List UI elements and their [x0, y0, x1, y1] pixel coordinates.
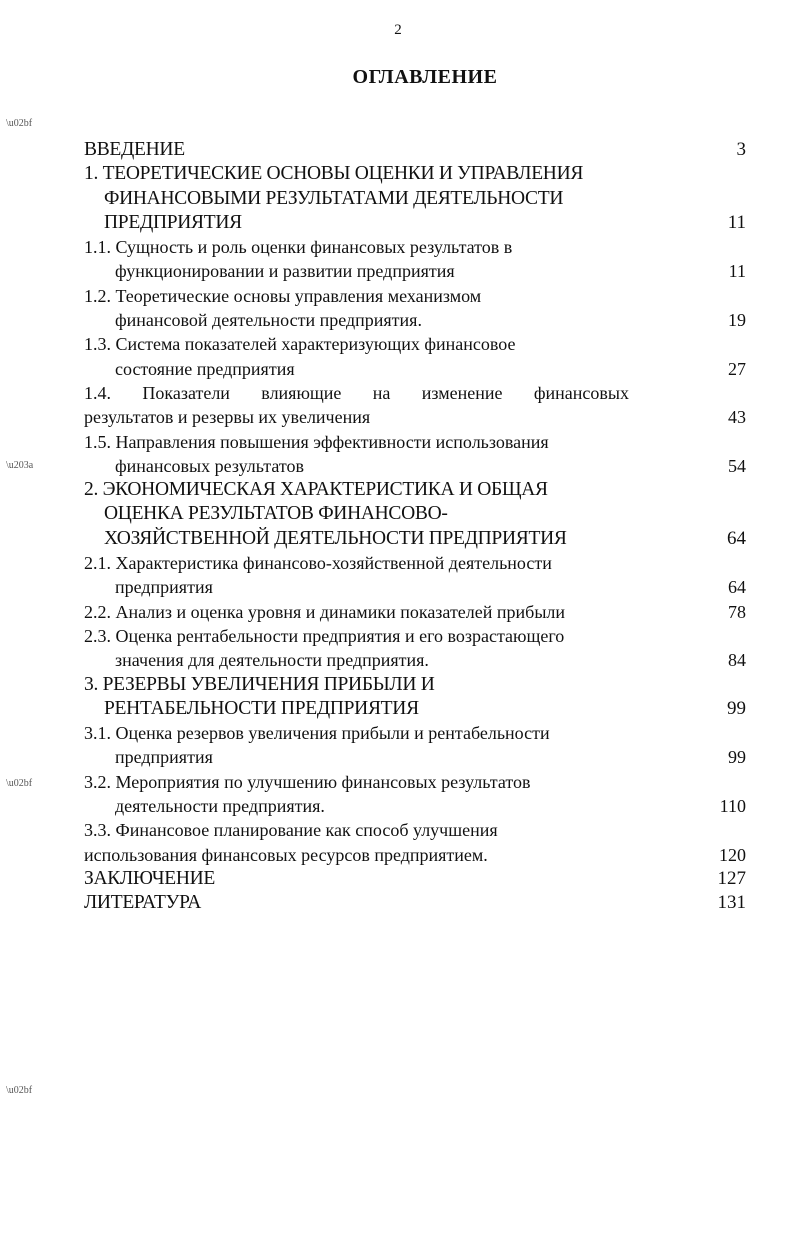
toc-entry-page: 19 — [728, 310, 746, 331]
margin-mark: \u02bf — [6, 118, 33, 129]
toc-entry-page: 120 — [719, 844, 746, 865]
toc-entry-title: предприятия — [115, 577, 213, 598]
toc-entry-introduction[interactable] — [84, 138, 746, 162]
toc-entry-title: результатов и резервы их увеличения — [84, 407, 371, 428]
toc-entry-chapter-3[interactable] — [84, 673, 746, 722]
toc-entry-chapter-1[interactable] — [84, 162, 746, 235]
toc-entry-page: 84 — [728, 650, 746, 671]
toc-entry-title: 1.2. Теоретические основы управления механизмом — [84, 285, 482, 306]
toc-entry-section-1-3[interactable] — [84, 332, 746, 381]
toc-entry-title: ВВЕДЕНИЕ — [84, 139, 185, 160]
toc-entry-section-2-2[interactable] — [84, 600, 746, 624]
toc-entry-literature[interactable] — [84, 891, 746, 915]
toc-entry-title: 2. ЭКОНОМИЧЕСКАЯ ХАРАКТЕРИСТИКА И ОБЩАЯ — [84, 479, 548, 501]
toc-entry-title: 3.2. Мероприятия по улучшению финансовых результатов — [84, 771, 531, 792]
toc-entry-page: 110 — [719, 796, 746, 817]
toc-entry-page: 11 — [728, 261, 746, 282]
toc-entry-title: 3.3. Финансовое планирование как способ улучшения — [84, 820, 498, 841]
toc-entry-section-3-2[interactable] — [84, 770, 746, 819]
toc-entry-section-1-4[interactable] — [84, 381, 746, 430]
toc-entry-title: 2.3. Оценка рентабельности предприятия и его возрастающего — [84, 625, 565, 646]
toc-entry-page: 78 — [728, 601, 746, 622]
toc-entry-title: ЛИТЕРАТУРА — [84, 892, 201, 914]
toc-entry-title: ХОЗЯЙСТВЕННОЙ ДЕЯТЕЛЬНОСТИ ПРЕДПРИЯТИЯ — [104, 527, 567, 549]
toc-entry-page: 43 — [728, 407, 746, 428]
toc-entry-title: финансовой деятельности предприятия. — [115, 310, 422, 331]
toc-entry-page: 64 — [728, 577, 746, 598]
toc-entry-page: 99 — [727, 697, 746, 719]
toc-entry-page: 54 — [728, 455, 746, 476]
margin-mark: \u203a — [6, 460, 34, 471]
toc-entry-title: 1.1. Сущность и роль оценки финансовых результатов в — [84, 237, 513, 258]
toc-entry-page: 127 — [717, 867, 746, 889]
toc-entry-section-2-3[interactable] — [84, 624, 746, 673]
page-number: 2 — [394, 22, 402, 38]
margin-mark: \u02bf — [6, 1085, 33, 1096]
toc-entry-title: 1.5. Направления повышения эффективности использования — [84, 431, 549, 452]
toc-entry-page: 64 — [727, 527, 746, 549]
toc-entry-title: ПРЕДПРИЯТИЯ — [104, 211, 242, 233]
toc-entry-section-1-1[interactable] — [84, 235, 746, 284]
toc-entry-title: 1. ТЕОРЕТИЧЕСКИЕ ОСНОВЫ ОЦЕНКИ И УПРАВЛЕНИЯ — [84, 163, 584, 185]
toc-entry-title: деятельности предприятия. — [115, 796, 325, 817]
toc-entry-page: 99 — [728, 747, 746, 768]
toc-entry-title: состояние предприятия — [115, 358, 295, 379]
toc-entry-title: ЗАКЛЮЧЕНИЕ — [84, 867, 216, 889]
toc-entry-page: 3 — [736, 139, 746, 160]
toc-entry-title: финансовых результатов — [115, 455, 305, 476]
margin-mark: \u02bf — [6, 778, 33, 789]
toc-entry-section-3-3[interactable] — [84, 818, 746, 867]
toc-entry-section-3-1[interactable] — [84, 721, 746, 770]
toc-entry-title: ОЦЕНКА РЕЗУЛЬТАТОВ ФИНАНСОВО- — [104, 503, 448, 525]
toc-entry-title: использования финансовых ресурсов предприятием. — [84, 844, 488, 865]
table-of-contents — [84, 138, 746, 916]
toc-entry-page: 131 — [717, 892, 746, 914]
toc-entry-chapter-2[interactable] — [84, 478, 746, 551]
toc-entry-title: предприятия — [115, 747, 213, 768]
toc-entry-title: 3.1. Оценка резервов увеличения прибыли и рентабельности — [84, 723, 550, 744]
toc-entry-title: 1.3. Система показателей характеризующих финансовое — [84, 334, 516, 355]
toc-entry-section-1-2[interactable] — [84, 284, 746, 333]
toc-entry-section-1-5[interactable] — [84, 430, 746, 479]
toc-entry-title: 2.1. Характеристика финансово-хозяйственной деятельности — [84, 553, 552, 574]
toc-entry-title: функционировании и развитии предприятия — [115, 261, 455, 282]
toc-entry-title: РЕНТАБЕЛЬНОСТИ ПРЕДПРИЯТИЯ — [104, 697, 419, 719]
toc-entry-title: ФИНАНСОВЫМИ РЕЗУЛЬТАТАМИ ДЕЯТЕЛЬНОСТИ — [104, 187, 564, 209]
toc-entry-page: 11 — [727, 211, 746, 233]
toc-entry-title: 1.4. Показатели влияющие на изменение финансовых — [84, 382, 629, 403]
toc-entry-title: значения для деятельности предприятия. — [115, 650, 429, 671]
toc-entry-title: 3. РЕЗЕРВЫ УВЕЛИЧЕНИЯ ПРИБЫЛИ И — [84, 673, 435, 695]
toc-entry-title: 2.2. Анализ и оценка уровня и динамики показателей прибыли — [84, 601, 566, 622]
toc-heading: ОГЛАВЛЕНИЕ — [352, 66, 498, 88]
toc-entry-page: 27 — [728, 358, 746, 379]
toc-entry-conclusion[interactable] — [84, 867, 746, 891]
toc-entry-section-2-1[interactable] — [84, 551, 746, 600]
